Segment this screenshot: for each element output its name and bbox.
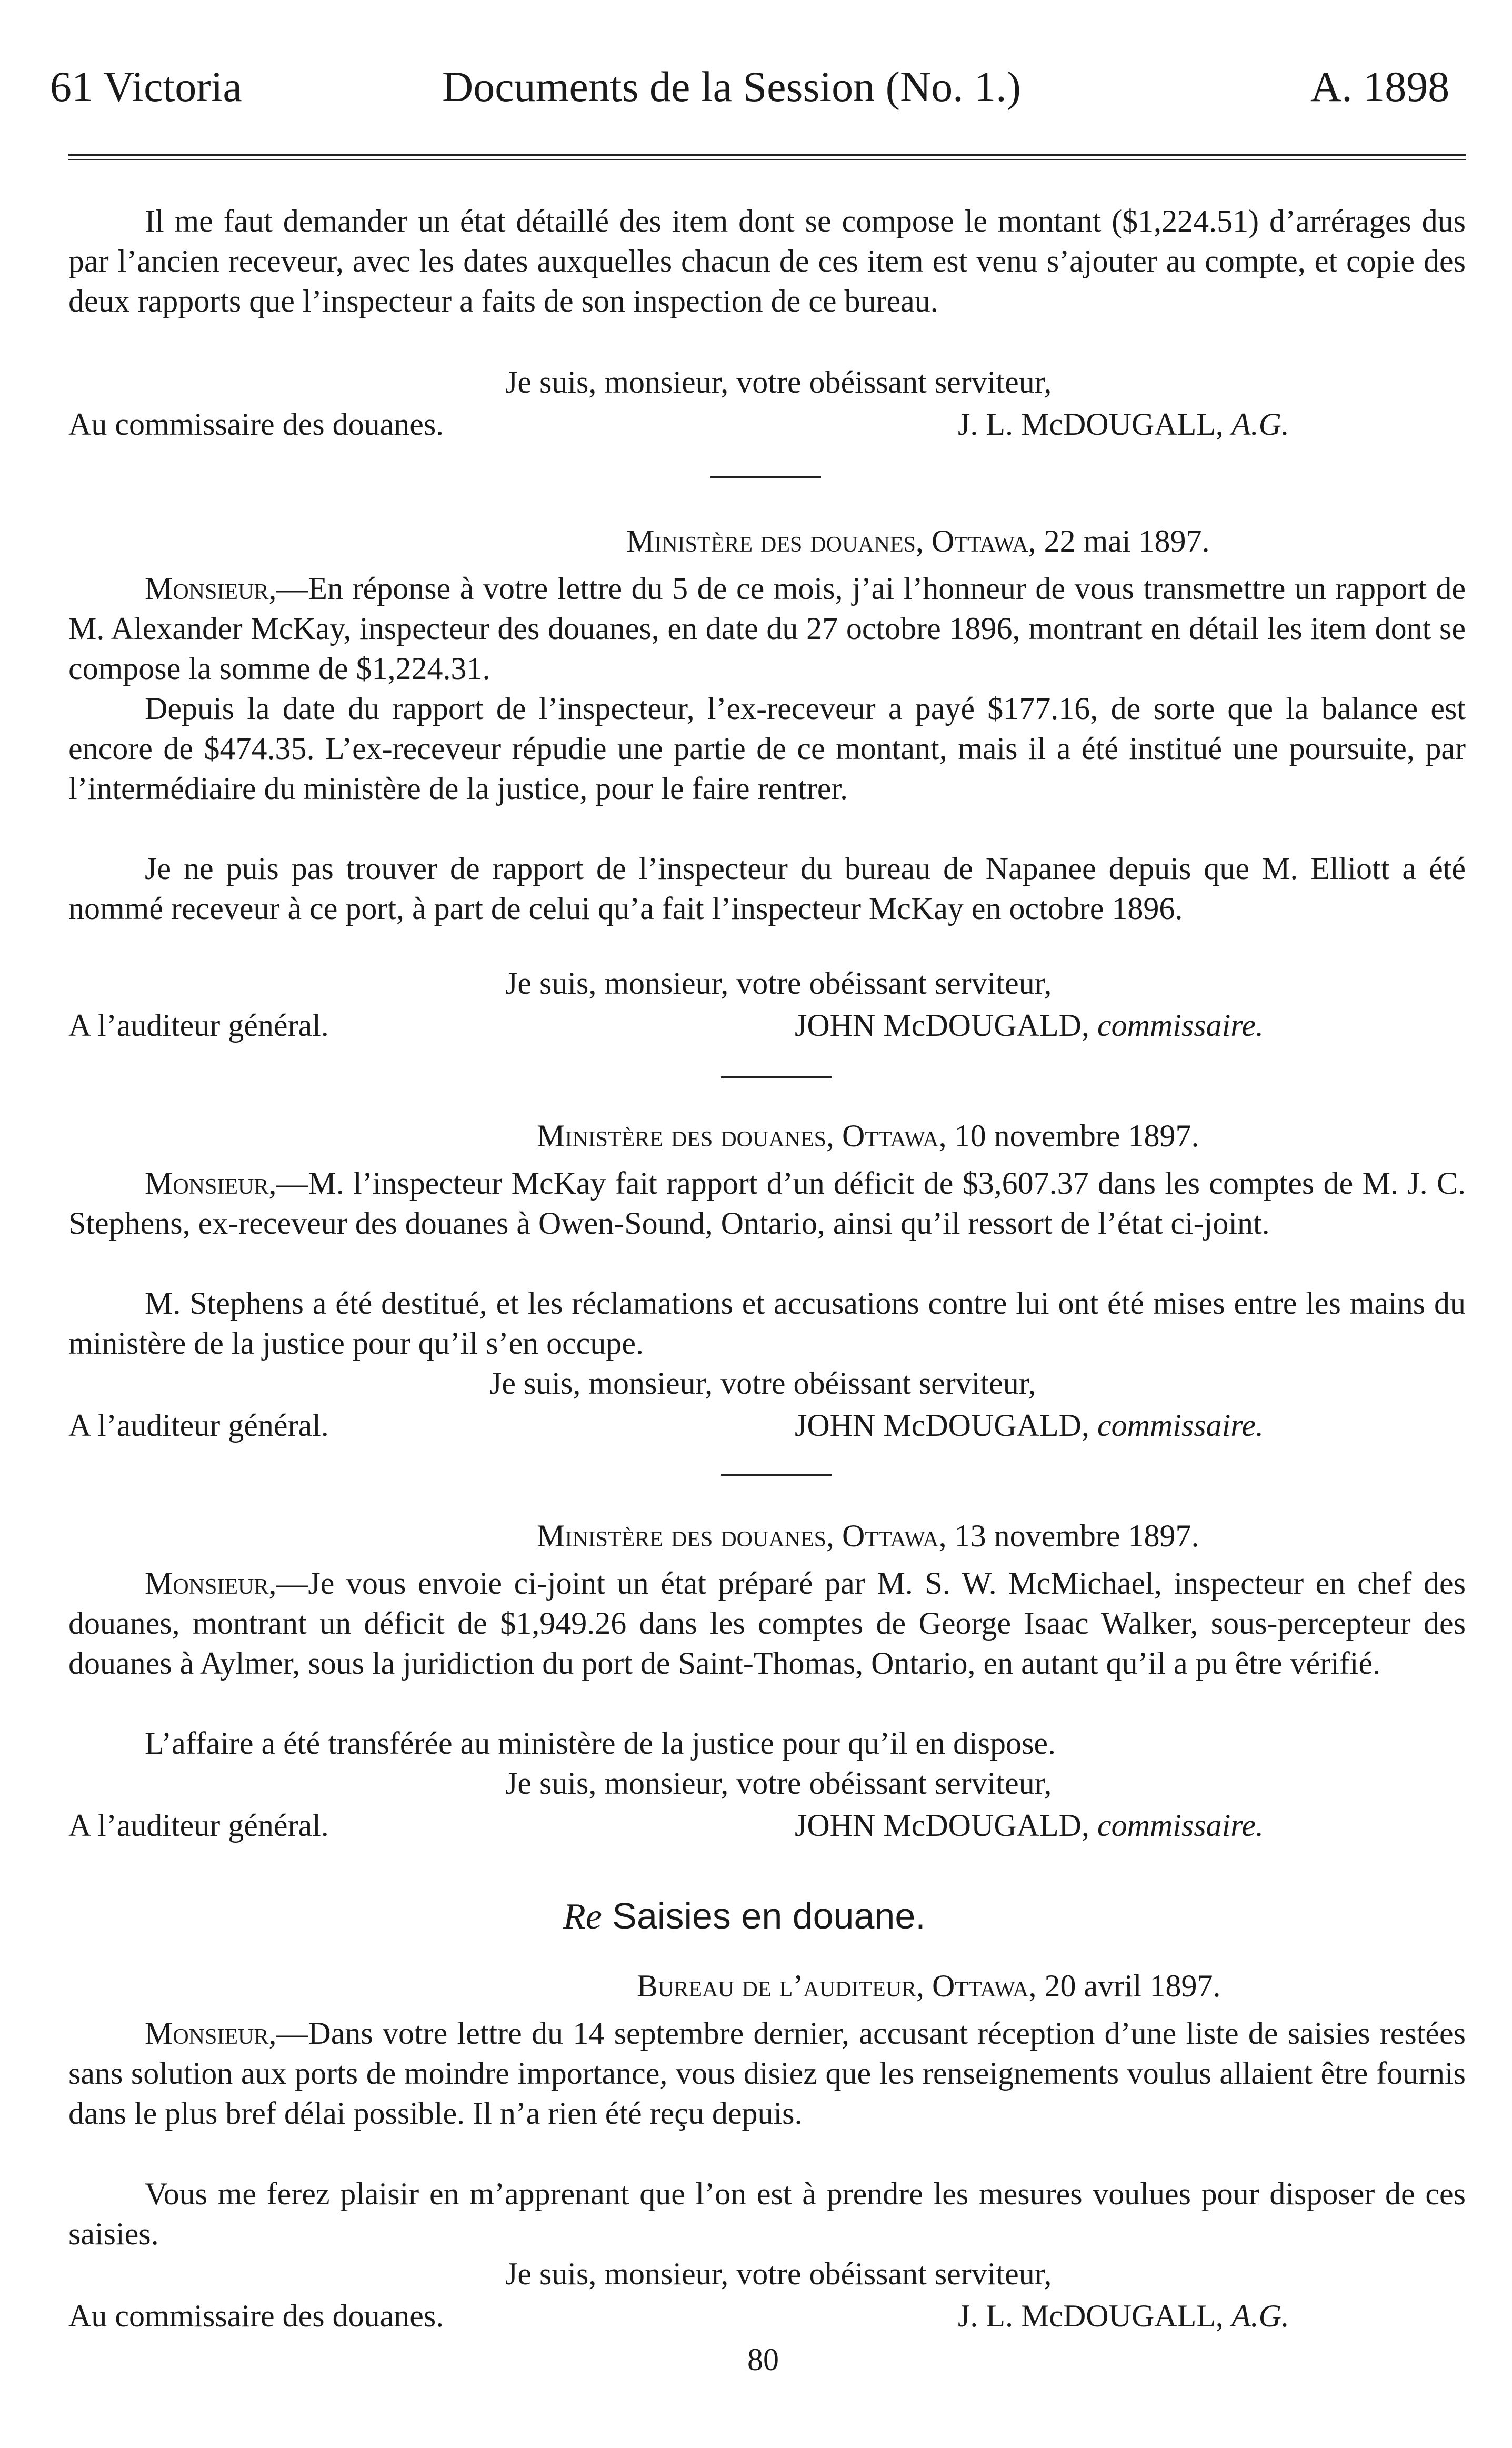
letter3-dateline-place: Ministère des douanes, — [537, 1118, 835, 1153]
section-heading-title: Saisies en douane. — [612, 1895, 926, 1936]
letter5-signature-name: J. L. McDOUGALL, — [958, 2299, 1224, 2333]
letter2-paragraph-3: Je ne puis pas trouver de rapport de l’inspecteur du bureau de Napanee depuis que M. Elliott a été nommé receveur à ce port, à part de celui qu’a fait l’inspecteur McKay en octobre 1896. — [68, 851, 1466, 926]
letter4-paragraph-2: L’affaire a été transférée au ministère de la justice pour qu’il en dispose. — [145, 1726, 1056, 1761]
letter3-signature-name: JOHN McDOUGALD, — [795, 1408, 1089, 1443]
letter3-dateline — [537, 1116, 1199, 1156]
letter5-paragraph-1 — [68, 2013, 1466, 2133]
letter2-paragraph-1 — [68, 568, 1466, 688]
letter1-addressee: Au commissaire des douanes. — [68, 407, 444, 442]
letter2-dateline-date: 22 mai 1897. — [1044, 524, 1210, 558]
letter2-signature — [795, 1005, 1264, 1045]
letter5-salutation: Monsieur, — [145, 2016, 277, 2051]
letter3-dateline-date: 10 novembre 1897. — [954, 1118, 1199, 1153]
letter2-dateline-place: Ministère des douanes, — [626, 524, 924, 558]
header-rule — [68, 154, 1466, 160]
letter3-paragraph-1 — [68, 1163, 1466, 1243]
letter4-dateline-city: Ottawa, — [842, 1518, 947, 1553]
letter3-closing: Je suis, monsieur, votre obéissant serviteur, — [489, 1366, 1036, 1401]
letter5-closing: Je suis, monsieur, votre obéissant serviteur, — [505, 2256, 1052, 2291]
letter1-signature-name: J. L. McDOUGALL, — [958, 407, 1224, 442]
letter4-signature-title: commissaire. — [1097, 1808, 1264, 1843]
letter3-dateline-city: Ottawa, — [842, 1118, 947, 1153]
letter5-dateline-place: Bureau de l’auditeur, — [637, 1969, 924, 2003]
letter2-addressee: A l’auditeur général. — [68, 1008, 329, 1043]
letter5-signature — [958, 2296, 1289, 2336]
letter4-signature — [795, 1805, 1264, 1845]
letter4-dateline-place: Ministère des douanes, — [537, 1518, 835, 1553]
letter2-salutation: Monsieur, — [145, 571, 277, 606]
letter2-paragraph-2: Depuis la date du rapport de l’inspecteur, l’ex-receveur a payé $177.16, de sorte que la balance est encore de $474.35. L’ex-receveur répudie une partie de ce montant, mais il a été institué une poursuite, par l’intermédiaire du ministère de la justice, pour le faire rentrer. — [68, 691, 1466, 806]
letter4-closing: Je suis, monsieur, votre obéissant serviteur, — [505, 1766, 1052, 1801]
letter1-signature-title: A.G. — [1231, 407, 1289, 442]
letter3-addressee: A l’auditeur général. — [68, 1408, 329, 1443]
letter4-signature-name: JOHN McDOUGALD, — [795, 1808, 1089, 1843]
letter5-paragraph-2: Vous me ferez plaisir en m’apprenant que l’on est à prendre les mesures voulues pour disposer de ces saisies. — [68, 2176, 1466, 2251]
page-number: 80 — [747, 2342, 779, 2377]
letter5-signature-title: A.G. — [1231, 2299, 1289, 2333]
letter3-signature — [795, 1405, 1264, 1445]
letter5-addressee: Au commissaire des douanes. — [68, 2299, 444, 2333]
letter4-dateline-date: 13 novembre 1897. — [954, 1518, 1199, 1553]
section-heading — [563, 1895, 926, 1938]
header-session-year: 61 Victoria — [50, 63, 242, 111]
letter3-salutation: Monsieur, — [145, 1166, 277, 1201]
separator-rule — [721, 1474, 832, 1476]
letter5-dateline-city: Ottawa, — [932, 1969, 1037, 2003]
letter2-dateline — [626, 521, 1210, 561]
letter4-salutation: Monsieur, — [145, 1566, 277, 1601]
letter2-closing: Je suis, monsieur, votre obéissant serviteur, — [505, 966, 1052, 1001]
letter4-paragraph-1 — [68, 1563, 1466, 1683]
letter1-closing: Je suis, monsieur, votre obéissant serviteur, — [505, 365, 1052, 399]
section-heading-prefix: Re — [563, 1896, 602, 1937]
header-document-number: A. 1898 — [1310, 63, 1450, 111]
header-title: Documents de la Session (No. 1.) — [442, 63, 1021, 111]
letter2-signature-title: commissaire. — [1097, 1008, 1264, 1043]
letter4-addressee: A l’auditeur général. — [68, 1808, 329, 1843]
letter3-paragraph-2: M. Stephens a été destitué, et les réclamations et accusations contre lui ont été mises entre les mains du ministère de la justice pour qu’il s’en occupe. — [68, 1286, 1466, 1361]
separator-rule — [710, 476, 821, 478]
letter5-dateline — [637, 1966, 1220, 2006]
letter2-paragraph-1-text: —En réponse à votre lettre du 5 de ce mois, j’ai l’honneur de vous transmettre un rapport de M. Alexander McKay, inspecteur des douanes, en date du 27 octobre 1896, montrant en détail les item dont se compose la somme de $1,224.31. — [68, 571, 1466, 686]
letter4-dateline — [537, 1516, 1199, 1556]
letter5-dateline-date: 20 avril 1897. — [1044, 1969, 1221, 2003]
separator-rule — [721, 1076, 832, 1078]
letter4-paragraph-1-text: —Je vous envoie ci-joint un état préparé par M. S. W. McMichael, inspecteur en chef des douanes, montrant un déficit de $1,949.26 dans les comptes de George Isaac Walker, sous-percepteur des douanes à Aylmer, sous la juridiction du port de Saint-Thomas, Ontario, en autant qu’il a pu être vérifié. — [68, 1566, 1466, 1681]
letter1-body: Il me faut demander un état détaillé des item dont se compose le montant ($1,224.51) d’arrérages dus par l’ancien receveur, avec les dates auxquelles chacun de ces item est venu s’ajouter au compte, et copie des deux rapports que l’inspecteur a faits de son inspection de ce bureau. — [68, 204, 1466, 318]
letter3-signature-title: commissaire. — [1097, 1408, 1264, 1443]
letter3-paragraph-1-text: —M. l’inspecteur McKay fait rapport d’un déficit de $3,607.37 dans les comptes de M. J. C. Stephens, ex-receveur des douanes à Owen-Sound, Ontario, ainsi qu’il ressort de l’état ci-joint. — [68, 1166, 1466, 1241]
letter5-paragraph-1-text: —Dans votre lettre du 14 septembre dernier, accusant réception d’une liste de saisies restées sans solution aux ports de moindre importance, vous disiez que les renseignements voulus allaient être fournis dans le plus bref délai possible. Il n’a rien été reçu depuis. — [68, 2016, 1466, 2131]
letter2-signature-name: JOHN McDOUGALD, — [795, 1008, 1089, 1043]
letter2-dateline-city: Ottawa, — [932, 524, 1036, 558]
letter1-signature — [958, 404, 1289, 444]
